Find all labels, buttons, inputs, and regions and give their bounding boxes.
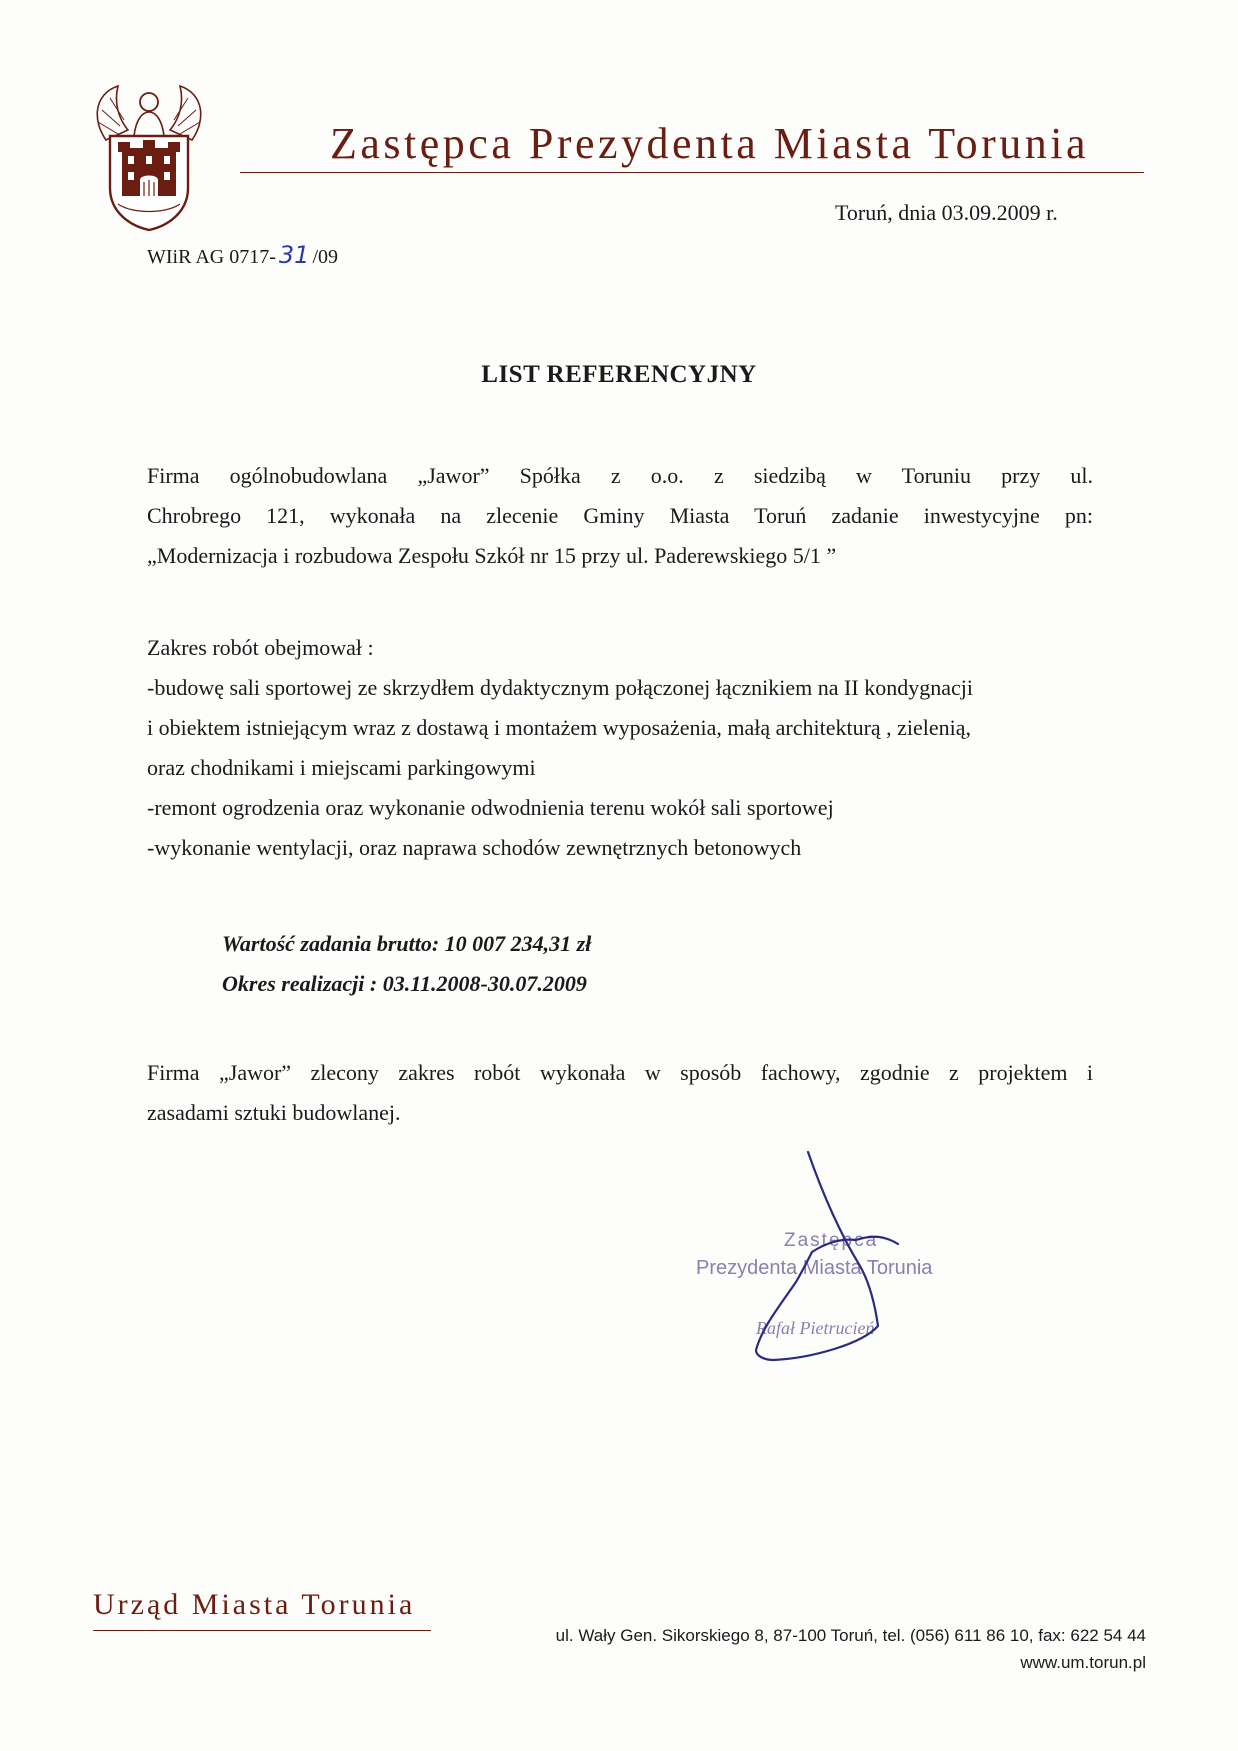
contract-value: Wartość zadania brutto: 10 007 234,31 zł [222, 931, 592, 956]
scope-line: Zakres robót obejmował : [147, 635, 374, 660]
header-divider [240, 172, 1144, 173]
reference-number [147, 241, 338, 269]
stamp-signatory: Rafał Pietrucień [756, 1318, 875, 1338]
stamp-line-2: Prezydenta Miasta Torunia [696, 1257, 933, 1279]
footer-divider [93, 1630, 431, 1631]
footer-website: www.um.torun.pl [1020, 1653, 1146, 1672]
footer-contact [556, 1622, 1146, 1676]
scope-line: -remont ogrodzenia oraz wykonanie odwodnienia terenu wokół sali sportowej [147, 795, 834, 820]
footer-address: ul. Wały Gen. Sikorskiego 8, 87-100 Toruń, tel. (056) 611 86 10, fax: 622 54 44 [555, 1626, 1146, 1645]
intro-paragraph [147, 456, 1093, 576]
scope-paragraph [147, 628, 1093, 868]
closing-line: Firma „Jawor” zlecony zakres robót wykonała w sposób fachowy, zgodnie z projektem i [147, 1060, 1093, 1085]
signature-stamp [692, 1148, 992, 1368]
footer-office-name: Urząd Miasta Torunia [93, 1588, 416, 1621]
document-date: Toruń, dnia 03.09.2009 r. [835, 200, 1058, 225]
torun-coat-of-arms-icon [88, 80, 210, 232]
intro-line: Chrobrego 121, wykonała na zlecenie Gminy Miasta Toruń zadanie inwestycyjne pn: [147, 503, 1093, 528]
scope-line: -budowę sali sportowej ze skrzydłem dydaktycznym połączonej łącznikiem na II kondygnacji [147, 675, 973, 700]
document-title: LIST REFERENCYJNY [481, 361, 757, 388]
scope-line: -wykonanie wentylacji, oraz naprawa schodów zewnętrznych betonowych [147, 835, 802, 860]
reference-suffix: /09 [312, 246, 338, 268]
intro-line: „Modernizacja i rozbudowa Zespołu Szkół nr 15 przy ul. Paderewskiego 5/1 ” [147, 543, 837, 568]
reference-prefix: WIiR AG 0717- [147, 246, 276, 268]
intro-line: Firma ogólnobudowlana „Jawor” Spółka z o.o. z siedzibą w Toruniu przy ul. [147, 463, 1093, 488]
scope-line: i obiektem istniejącym wraz z dostawą i montażem wyposażenia, małą architekturą , zielenią, [147, 715, 972, 740]
reference-handwritten-number: 31 [278, 241, 310, 269]
contract-period: Okres realizacji : 03.11.2008-30.07.2009 [222, 971, 587, 996]
closing-line: zasadami sztuki budowlanej. [147, 1100, 401, 1125]
stamp-line-1: Zastępca [784, 1230, 879, 1251]
scope-line: oraz chodnikami i miejscami parkingowymi [147, 755, 536, 780]
issuer-title: Zastępca Prezydenta Miasta Torunia [330, 119, 1089, 168]
contract-figures [222, 924, 591, 1004]
closing-paragraph [147, 1053, 1093, 1133]
